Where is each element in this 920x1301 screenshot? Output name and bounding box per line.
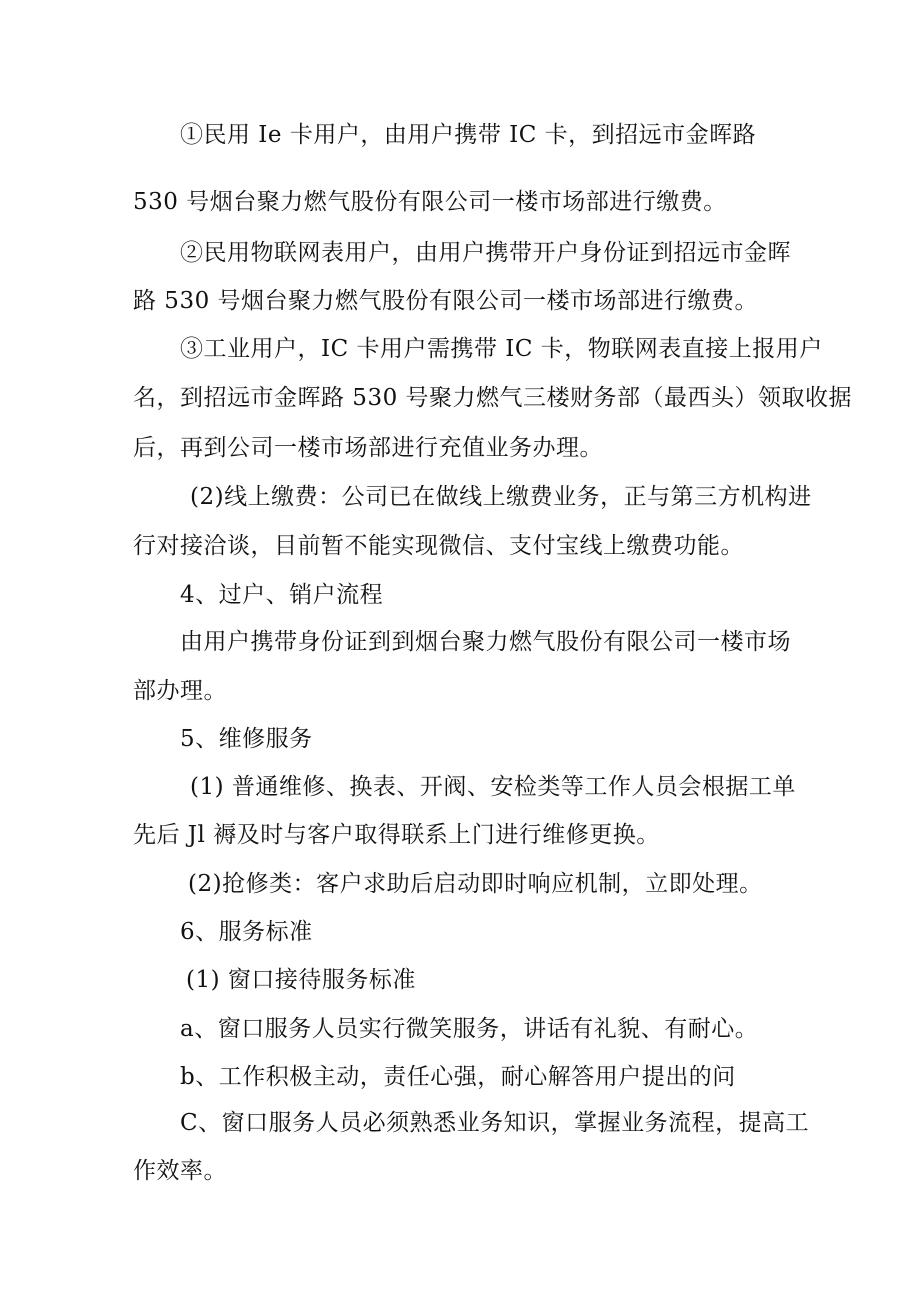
paragraph-line: ③工业用户，IC 卡用户需携带 IC 卡，物联网表直接上报用户: [180, 336, 823, 362]
paragraph-line: (1) 普通维修、换表、开阀、安检类等工作人员会根据工单: [190, 774, 796, 800]
paragraph-line: 先后 Jl 褥及时与客户取得联系上门进行维修更换。: [133, 822, 660, 848]
section-heading: 6、服务标准: [180, 919, 313, 945]
section-heading: 4、过户、销户流程: [180, 582, 384, 608]
paragraph-line: 由用户携带身份证到到烟台聚力燃气股份有限公司一楼市场: [180, 629, 791, 655]
subsection-heading: (1) 窗口接待服务标准: [186, 967, 416, 993]
paragraph-line: b、工作积极主动，责任心强，耐心解答用户提出的问: [180, 1064, 736, 1090]
paragraph-line: (2)抢修类：客户求助后启动即时响应机制，立即处理。: [188, 871, 763, 897]
paragraph-line: 行对接洽谈，目前暂不能实现微信、支付宝线上缴费功能。: [133, 533, 744, 559]
paragraph-line: 名，到招远市金晖路 530 号聚力燃气三楼财务部（最西头）领取收据: [133, 385, 853, 411]
paragraph-line: 路 530 号烟台聚力燃气股份有限公司一楼市场部进行缴费。: [133, 288, 759, 314]
paragraph-line: 530 号烟台聚力燃气股份有限公司一楼市场部进行缴费。: [133, 189, 727, 215]
paragraph-line: a、窗口服务人员实行微笑服务，讲话有礼貌、有耐心。: [180, 1016, 759, 1042]
paragraph-line: ②民用物联网表用户，由用户携带开户身份证到招远市金晖: [180, 240, 791, 266]
paragraph-line: C、窗口服务人员必须熟悉业务知识，掌握业务流程，提高工: [180, 1110, 810, 1136]
paragraph-line: 作效率。: [133, 1158, 227, 1184]
paragraph-line: ①民用 Ie 卡用户，由用户携带 IC 卡，到招远市金晖路: [180, 122, 757, 148]
section-heading: 5、维修服务: [180, 726, 313, 752]
paragraph-line: (2)线上缴费：公司已在做线上缴费业务，正与第三方机构进: [190, 484, 812, 510]
paragraph-line: 部办理。: [133, 678, 227, 704]
paragraph-line: 后，再到公司一楼市场部进行充值业务办理。: [133, 435, 603, 461]
